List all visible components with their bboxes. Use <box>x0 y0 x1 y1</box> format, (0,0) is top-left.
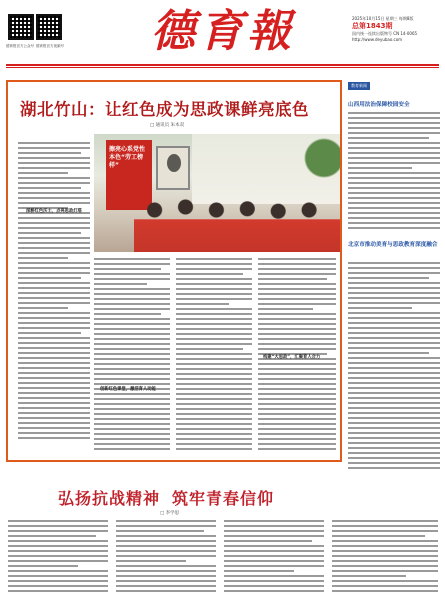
right-story-1-title[interactable]: 山西用法治保障校园安全 <box>348 102 410 108</box>
lead-title[interactable]: 湖北竹山：让红色成为思政课鲜亮底色 <box>20 100 309 119</box>
bottom-text-column-3 <box>224 520 324 596</box>
masthead-rule-thin <box>6 67 439 68</box>
bottom-headline-part1: 弘扬抗战精神 <box>58 489 161 508</box>
masthead-rule <box>6 64 439 66</box>
lead-byline: □ 通讯员 朱本双 <box>150 123 185 128</box>
photo-board-text: 擦亮心系党性本色“劳工榜样” <box>109 146 146 169</box>
bottom-headline-part2: 筑牢青春信仰 <box>172 489 275 508</box>
photo-portrait <box>156 146 190 190</box>
lead-text-column-3 <box>176 258 252 454</box>
right-story-2-title[interactable]: 北京市推动美育与思政教育深度融合 <box>348 242 438 248</box>
qr-code-icon <box>8 14 34 40</box>
lead-photo <box>94 134 340 252</box>
lead-subhead-1: 深耕红色沃土，点亮思政灯塔 <box>26 209 82 214</box>
bottom-headline[interactable] <box>58 486 274 509</box>
lead-subhead-2: 创新红色课堂，激活育人动能 <box>100 387 156 392</box>
qr-caption-right: 德育报官方视频号 <box>36 44 64 48</box>
issue-info <box>352 16 442 43</box>
bottom-text-column-4 <box>332 520 438 596</box>
lead-text-column-2 <box>94 258 170 454</box>
bottom-text-column-1 <box>8 520 108 596</box>
masthead <box>0 0 445 78</box>
right-story-2-text <box>348 262 440 472</box>
website[interactable]: http://www.deyubao.com <box>352 37 403 42</box>
registration-number: 国内统一连续出版物号 CN 14-0065 <box>352 31 418 36</box>
newspaper-logo: 德育報 <box>151 6 295 57</box>
bottom-byline: □ 李学思 <box>160 511 180 516</box>
issue-date: 2025年10月15日 星期三 每期8版 <box>352 16 414 21</box>
section-tag: 教育新闻 <box>348 82 370 90</box>
photo-students <box>134 192 340 252</box>
photo-trees <box>300 134 340 194</box>
lead-text-column-1 <box>18 142 90 452</box>
qr-caption-left: 德育报官方公众号 <box>6 44 34 48</box>
right-story-1-text <box>348 112 440 232</box>
issue-number: 总第1843期 <box>352 22 393 30</box>
qr-code-icon <box>36 14 62 40</box>
lead-subhead-3: 构建“大思政”，汇聚育人合力 <box>263 355 321 360</box>
bottom-text-column-2 <box>116 520 216 596</box>
lead-article <box>6 80 342 462</box>
